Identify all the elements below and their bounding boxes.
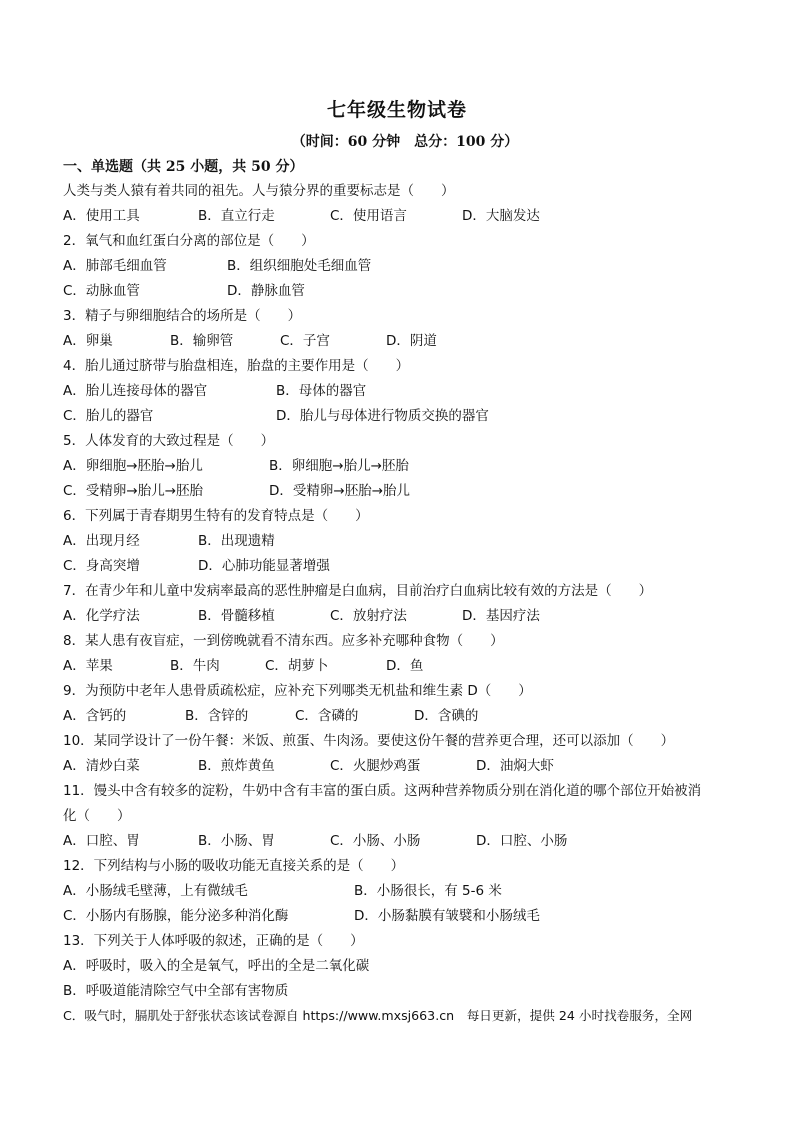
option-c: C．动脉血管 xyxy=(63,283,140,299)
question-stem: 11．馒头中含有较多的淀粉，牛奶中含有丰富的蛋白质。这两种营养物质分别在消化道的哪个部位开始被消 xyxy=(63,783,702,799)
option-a: A．肺部毛细血管 xyxy=(63,258,167,274)
option-d: D．大脑发达 xyxy=(462,208,540,224)
option-b: B．小肠很长，有 5-6 米 xyxy=(354,883,502,899)
option-a: A．清炒白菜 xyxy=(63,758,140,774)
question-stem: 9．为预防中老年人患骨质疏松症，应补充下列哪类无机盐和维生素 D（ ） xyxy=(63,683,532,699)
question-stem: 4．胎儿通过脐带与胎盘相连，胎盘的主要作用是（ ） xyxy=(63,358,410,374)
question-stem: 3．精子与卵细胞结合的场所是（ ） xyxy=(63,308,302,324)
question-stem: 10．某同学设计了一份午餐：米饭、煎蛋、牛肉汤。要使这份午餐的营养更合理，还可以添加（ ） xyxy=(63,733,675,749)
option-a: A．含钙的 xyxy=(63,708,127,724)
section-heading: 一、单选题（共 25 小题，共 50 分） xyxy=(63,159,304,175)
option-b: B．出现遗精 xyxy=(198,533,275,549)
question-stem: 13．下列关于人体呼吸的叙述，正确的是（ ） xyxy=(63,933,364,949)
option-a: A．化学疗法 xyxy=(63,608,140,624)
option-d: D．胎儿与母体进行物质交换的器官 xyxy=(276,408,489,424)
question-stem: 8．某人患有夜盲症，一到傍晚就看不清东西。应多补充哪种食物（ ） xyxy=(63,633,504,649)
option-c: C．使用语言 xyxy=(330,208,407,224)
option-a: A．小肠绒毛壁薄，上有微绒毛 xyxy=(63,883,248,899)
option-d: D．静脉血管 xyxy=(227,283,305,299)
option-c: C．身高突增 xyxy=(63,558,140,574)
option-d: D．含碘的 xyxy=(414,708,479,724)
option-c: C．子宫 xyxy=(280,333,330,349)
question-stem-continued: 化（ ） xyxy=(63,808,131,824)
option-a: A．口腔、胃 xyxy=(63,833,140,849)
option-d: D．小肠黏膜有皱襞和小肠绒毛 xyxy=(354,908,540,924)
option-b: B．牛肉 xyxy=(170,658,220,674)
option-b: B．煎炸黄鱼 xyxy=(198,758,275,774)
option-c: C．吸气时，膈肌处于舒张状态该试卷源自 https://www.mxsj663.cn 每日更新，提供 24 小时找卷服务，全网 xyxy=(63,1008,693,1023)
option-d: D．油焖大虾 xyxy=(476,758,554,774)
option-a: A．使用工具 xyxy=(63,208,140,224)
option-a: A．卵巢 xyxy=(63,333,113,349)
question-stem: 5．人体发育的大致过程是（ ） xyxy=(63,433,275,449)
option-c: C．胡萝卜 xyxy=(265,658,329,674)
option-b: B．小肠、胃 xyxy=(198,833,275,849)
question-stem: 12．下列结构与小肠的吸收功能无直接关系的是（ ） xyxy=(63,858,405,874)
option-b: B．直立行走 xyxy=(198,208,275,224)
exam-meta: （时间：60 分钟 总分：100 分） xyxy=(291,134,519,150)
option-c: C．小肠内有肠腺，能分泌多种消化酶 xyxy=(63,908,289,924)
page-title: 七年级生物试卷 xyxy=(326,99,467,121)
option-c: C．小肠、小肠 xyxy=(330,833,421,849)
option-c: C．胎儿的器官 xyxy=(63,408,154,424)
option-b: B．卵细胞→胎儿→胚胎 xyxy=(269,458,409,474)
option-a: A．胎儿连接母体的器官 xyxy=(63,383,208,399)
option-c: C．含磷的 xyxy=(295,708,359,724)
option-d: D．基因疗法 xyxy=(462,608,540,624)
option-b: B．含锌的 xyxy=(185,708,249,724)
option-a: A．卵细胞→胚胎→胎儿 xyxy=(63,458,203,474)
option-b: B．骨髓移植 xyxy=(198,608,275,624)
question-stem: 7．在青少年和儿童中发病率最高的恶性肿瘤是白血病，目前治疗白血病比较有效的方法是（ ） xyxy=(63,583,653,599)
option-a: A．出现月经 xyxy=(63,533,140,549)
question-stem: 人类与类人猿有着共同的祖先。人与猿分界的重要标志是（ ） xyxy=(63,183,455,199)
option-b: B．输卵管 xyxy=(170,333,234,349)
option-d: D．心肺功能显著增强 xyxy=(198,558,330,574)
option-d: D．鱼 xyxy=(386,658,424,674)
option-b: B．呼吸道能清除空气中全部有害物质 xyxy=(63,983,289,999)
option-b: B．组织细胞处毛细血管 xyxy=(227,258,372,274)
option-a: A．呼吸时，吸入的全是氧气，呼出的全是二氧化碳 xyxy=(63,958,370,974)
option-d: D．阴道 xyxy=(386,333,437,349)
option-a: A．苹果 xyxy=(63,658,113,674)
question-stem: 2．氧气和血红蛋白分离的部位是（ ） xyxy=(63,233,315,249)
option-b: B．母体的器官 xyxy=(276,383,367,399)
question-stem: 6．下列属于青春期男生特有的发育特点是（ ） xyxy=(63,508,369,524)
option-d: D．口腔、小肠 xyxy=(476,833,568,849)
option-c: C．放射疗法 xyxy=(330,608,407,624)
option-c: C．受精卵→胎儿→胚胎 xyxy=(63,483,204,499)
option-c: C．火腿炒鸡蛋 xyxy=(330,758,421,774)
option-d: D．受精卵→胚胎→胎儿 xyxy=(269,483,411,499)
